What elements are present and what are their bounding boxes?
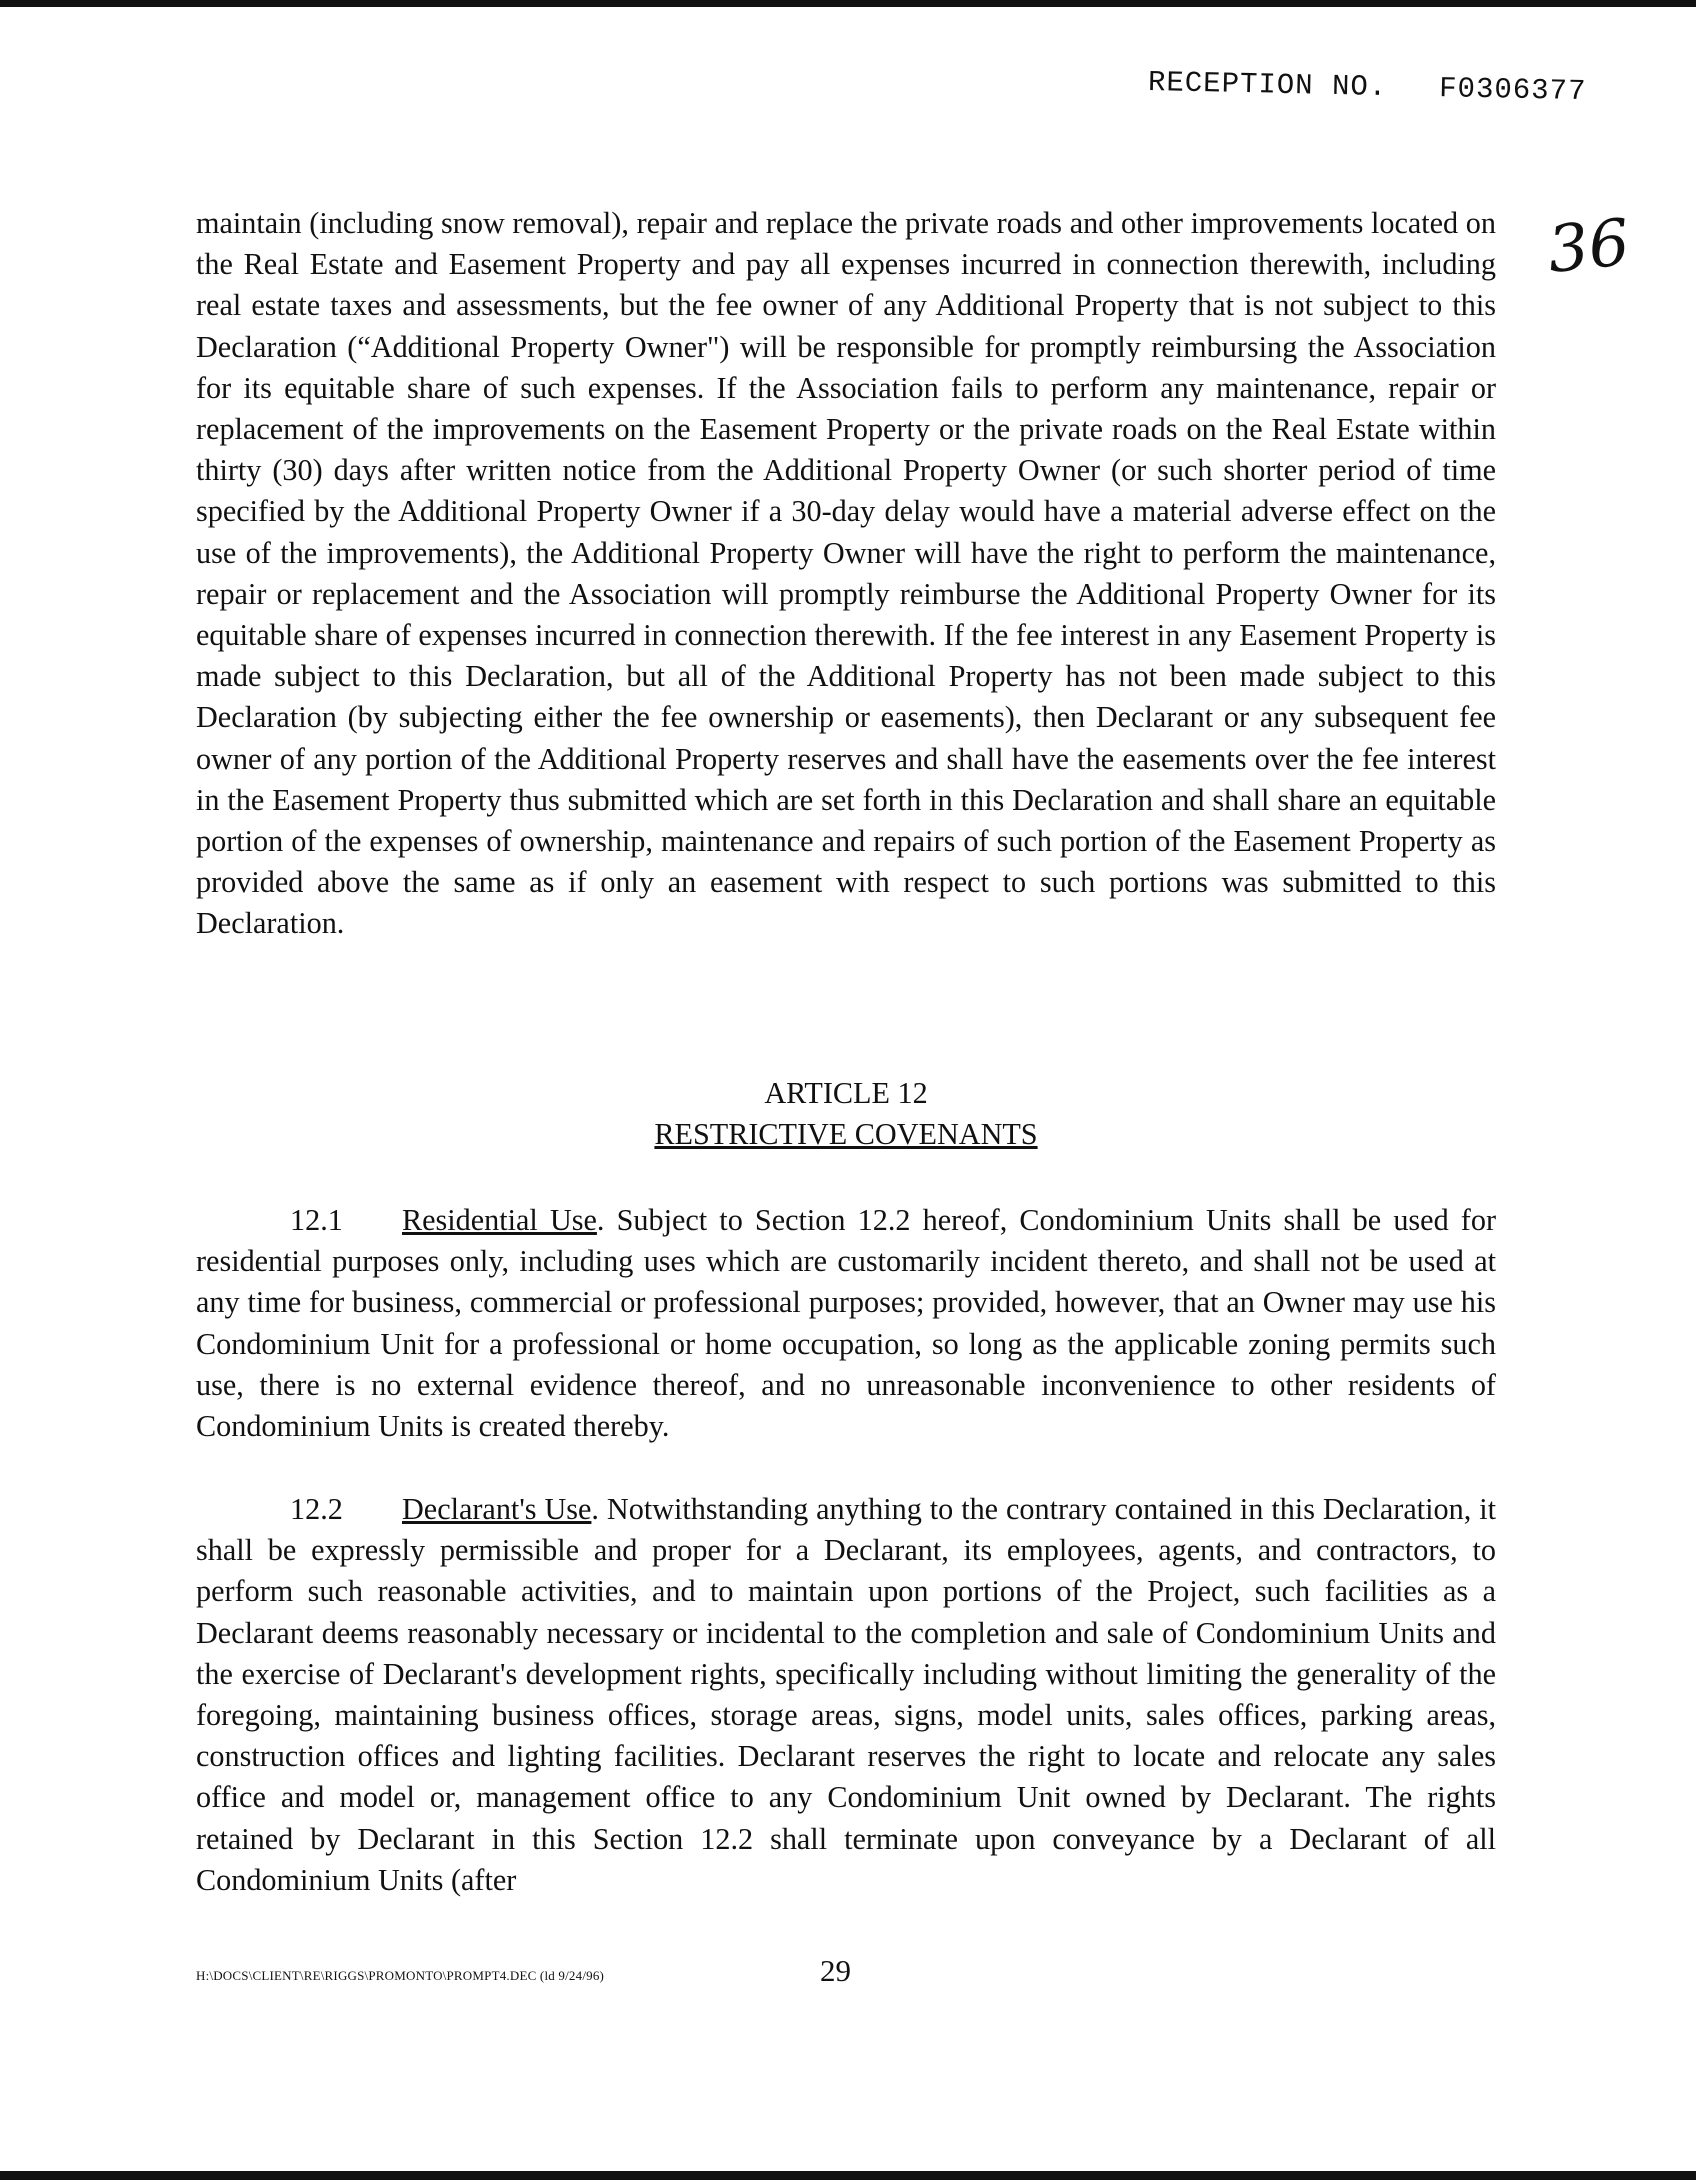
section-text: . Notwithstanding anything to the contrary contained in this Declaration, it shall be expressly permissible and proper for a Declarant, its employees, agents, and contractors, to perform such reasonable activities, and to maintain upon portions of the Project, such facilities as a Declarant deems reasonably necessary or incidental to the completion and sale of Condominium Units and the exercise of Declarant's development rights, specifically including without limiting the generality of the foregoing, maintaining business offices, storage areas, signs, model units, sales offices, parking areas, construction offices and lighting facilities. Declarant reserves the right to locate and relocate any sales office and model or, management office to any Condominium Unit owned by Declarant. The rights retained by Declarant in this Section 12.2 shall terminate upon conveyance by a Declarant of all Condominium Units (after xyxy=(196,1492,1496,1897)
article-title: RESTRICTIVE COVENANTS xyxy=(654,1117,1038,1151)
footer-file-path: H:\DOCS\CLIENT\RE\RIGGS\PROMONTO\PROMPT4.DEC (ld 9/24/96) xyxy=(196,1968,605,1983)
reception-label: RECEPTION NO. xyxy=(1147,66,1388,105)
section-number: 12.2 xyxy=(290,1492,343,1526)
body-paragraph: maintain (including snow removal), repair and replace the private roads and other improvements located on the Real Estate and Easement Property and pay all expenses incurred in connection therewith, including real estate taxes and assessments, but the fee owner of any Additional Property that is not subject to this Declaration (“Additional Property Owner") will be responsible for promptly reimbursing the Association for its equitable share of such expenses. If the Association fails to perform any maintenance, repair or replacement of the improvements on the Easement Property or the private roads on the Real Estate within thirty (30) days after written notice from the Additional Property Owner (or such shorter period of time specified by the Additional Property Owner if a 30-day delay would have a material adverse effect on the use of the improvements), the Additional Property Owner will have the right to perform the maintenance, repair or replacement and the Association will promptly reimburse the Additional Property Owner for its equitable share of expenses incurred in connection therewith. If the fee interest in any Easement Property is made subject to this Declaration, but all of the Additional Property has not been made subject to this Declaration (by subjecting either the fee ownership or easements), then Declarant or any subsequent fee owner of any portion of the Additional Property reserves and shall have the easements over the fee interest in the Easement Property thus submitted which are set forth in this Declaration and shall share an equitable portion of the expenses of ownership, maintenance and repairs of such portion of the Easement Property as provided above the same as if only an easement with respect to such portions was submitted to this Declaration. xyxy=(196,206,1496,941)
reception-number: F0306377 xyxy=(1438,72,1587,109)
scan-bottom-edge xyxy=(0,2171,1696,2180)
section-title: Declarant's Use xyxy=(402,1492,592,1526)
article-number: ARTICLE 12 xyxy=(764,1076,928,1110)
section-text: . Subject to Section 12.2 hereof, Condominium Units shall be used for residential purposes only, including uses which are customarily incident thereto, and shall not be used at any time for business, commercial or professional purposes; provided, however, that an Owner may use his Condominium Unit for a professional or home occupation, so long as the applicable zoning permits such use, there is no external evidence thereof, and no unreasonable inconvenience to other residents of Condominium Units is created thereby. xyxy=(196,1203,1497,1444)
reception-stamp xyxy=(1148,66,1649,109)
section-12-2-paragraph xyxy=(196,1489,1496,1901)
handwritten-page-mark: 36 xyxy=(1544,205,1634,289)
section-number: 12.1 xyxy=(290,1203,343,1237)
scan-top-edge xyxy=(0,0,1696,7)
section-12-1-paragraph xyxy=(196,1200,1496,1447)
section-title: Residential Use xyxy=(402,1203,597,1237)
page-number: 29 xyxy=(820,1953,851,1988)
